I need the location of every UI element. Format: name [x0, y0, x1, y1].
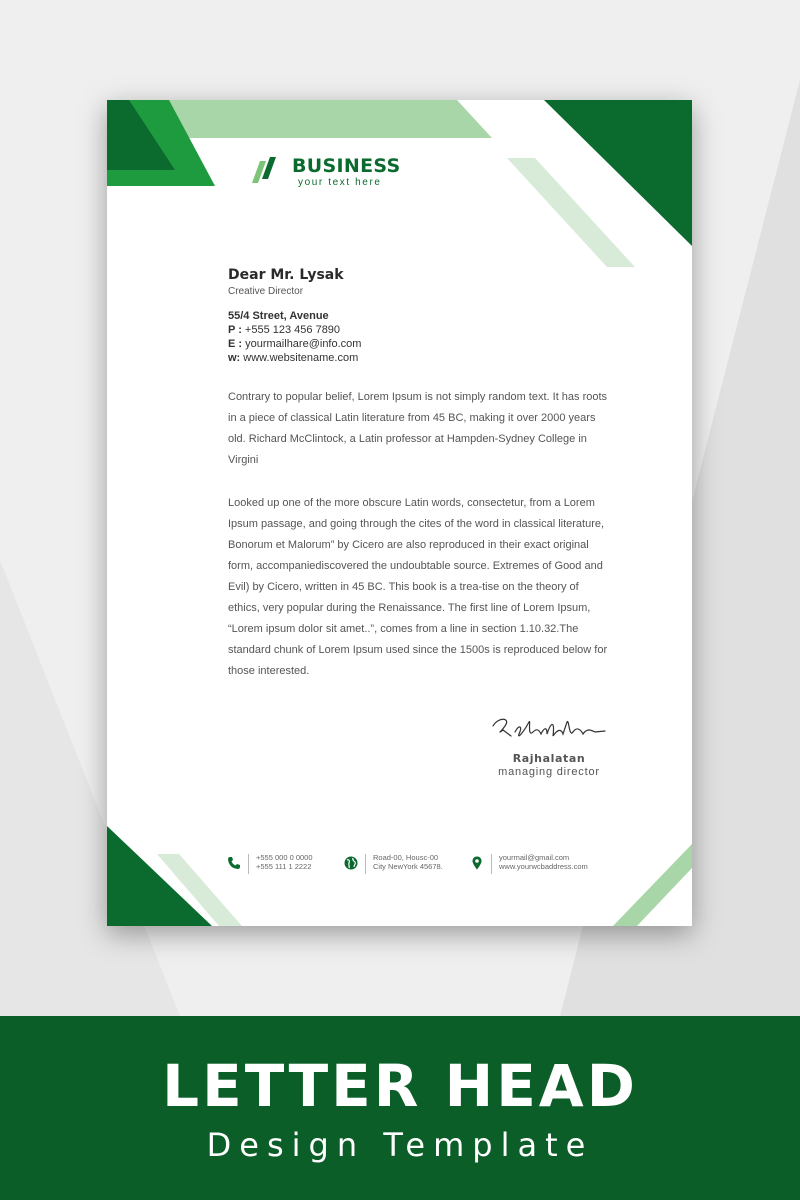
footer-phone-2: +555 111 1 2222 [256, 862, 312, 871]
contact-email-line [228, 337, 361, 351]
phone-icon [227, 856, 241, 870]
recipient-title: Creative Director [228, 286, 304, 297]
email-label: E : [228, 338, 243, 350]
footer-website: www.yourwcbaddress.com [499, 862, 588, 871]
footer-email: yourmail@gmail.com [499, 853, 570, 862]
footer-address-text [373, 853, 443, 871]
banner-subtitle: Design Template [206, 1126, 594, 1164]
footer-address-2: City NewYork 45678. [373, 862, 443, 871]
phone-label: P : [228, 324, 242, 336]
footer-phone-1: +555 000 0 0000 [256, 853, 313, 862]
recipient-block [228, 267, 344, 297]
globe-icon [344, 856, 358, 870]
company-tagline: your text here [298, 177, 382, 188]
web-label: w: [228, 352, 241, 364]
footer-divider [491, 854, 492, 874]
signatory-role: managing director [498, 766, 600, 778]
slash-logo-icon [252, 155, 280, 185]
footer-divider [248, 854, 249, 874]
body-paragraph-2: Looked up one of the more obscure Latin words, consectetur, from a Lorem Ipsum passage, and going through the cites of the word in classical literature, Bonorum et Malorum” by Cicero are also reproduced in their exact original form, accompaniediscovered the undoubtable source. Extremes of Good and Evil) by Cicero, written in 45 BC. This book is a trea-tise on the theory of ethics, very popular during the Renaissance. The first line of Lorem Ipsum, “Lorem ipsum dolor sit amet..”, comes from a line in section 1.10.32.The standard chunk of Lorem Ipsum used since the 1500s is reproduced below for those interested. [228, 497, 608, 677]
recipient-name: Dear Mr. Lysak [228, 267, 344, 283]
company-name: BUSINESS [292, 155, 401, 177]
letterhead-sheet [107, 100, 692, 926]
location-pin-icon [470, 856, 484, 870]
contact-phone-line [228, 323, 361, 337]
signatory-name: Rajhalatan [512, 752, 586, 765]
handwritten-signature [489, 712, 609, 742]
footer-address-1: Road-00, Housc-00 [373, 853, 439, 862]
banner-title: LETTER HEAD [162, 1052, 638, 1120]
contact-phone: +555 123 456 7890 [244, 324, 341, 336]
footer-divider [365, 854, 366, 874]
contact-email: yourmailhare@info.com [245, 338, 362, 350]
contact-block [228, 309, 361, 365]
contact-web-line [228, 351, 361, 365]
body-paragraph-1: Contrary to popular belief, Lorem Ipsum is not simply random text. It has roots in a piece of classical Latin literature from 45 BC, making it over 2000 years old. Richard McClintock, a Latin professor at Hampden-Sydney College in Virgini [228, 391, 608, 466]
footer-web-text [499, 853, 588, 871]
contact-web: www.websitename.com [243, 352, 359, 364]
contact-address: 55/4 Street, Avenue [228, 310, 329, 322]
footer-phone-text [256, 853, 313, 871]
